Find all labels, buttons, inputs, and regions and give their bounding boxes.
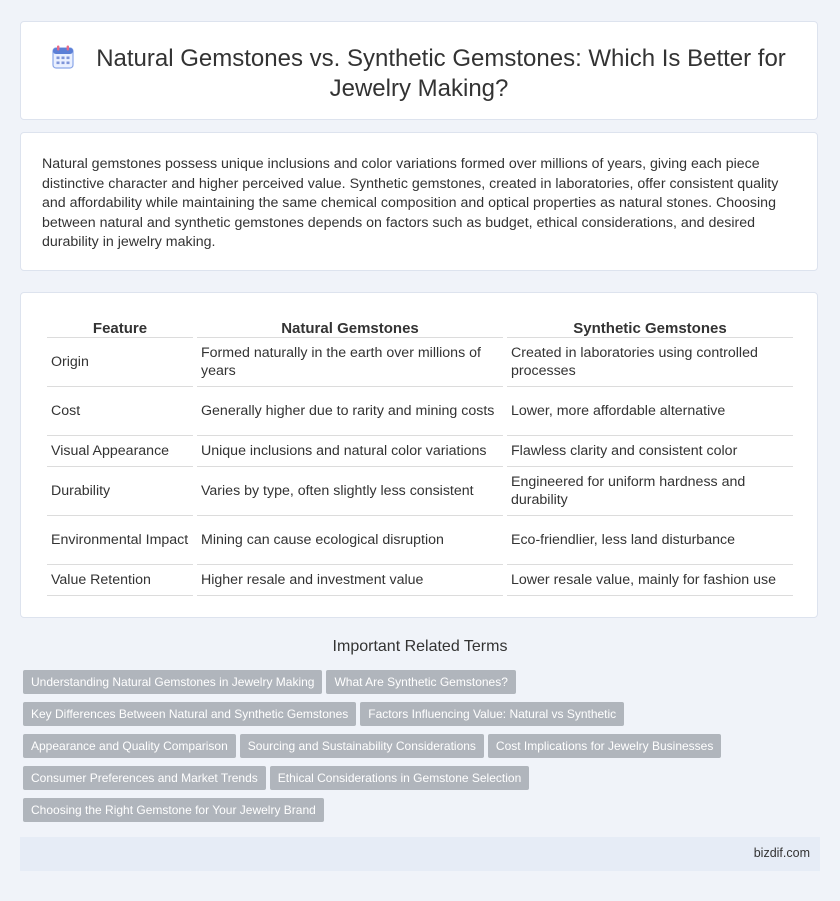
related-term-link[interactable]: Appearance and Quality Comparison (23, 734, 236, 758)
feature-cell: Value Retention (47, 565, 193, 596)
natural-cell: Mining can cause ecological disruption (197, 516, 503, 565)
feature-cell: Visual Appearance (47, 436, 193, 467)
natural-cell: Varies by type, often slightly less consistent (197, 467, 503, 516)
intro-card (20, 132, 818, 271)
related-term-link[interactable]: Sourcing and Sustainability Considerations (240, 734, 484, 758)
related-term-link[interactable]: Ethical Considerations in Gemstone Selection (270, 766, 529, 790)
header-card (20, 21, 818, 120)
synthetic-cell: Lower resale value, mainly for fashion use (507, 565, 793, 596)
synthetic-cell: Created in laboratories using controlled processes (507, 338, 793, 387)
natural-cell: Formed naturally in the earth over millions of years (197, 338, 503, 387)
calendar-icon (52, 45, 74, 69)
related-term-link[interactable]: Key Differences Between Natural and Synthetic Gemstones (23, 702, 356, 726)
natural-cell: Higher resale and investment value (197, 565, 503, 596)
related-terms-heading: Important Related Terms (332, 638, 508, 655)
intro-paragraph: Natural gemstones possess unique inclusions and color variations formed over millions of years, giving each piece distinctive character and higher perceived value. Synthetic gemstones, created in laboratories, offer consistent quality and affordability while maintaining the same chemical composition and optical properties as natural stones. Choosing between natural and synthetic gemstones depends on factors such as budget, ethical considerations, and desired durability in jewelry making. (42, 156, 779, 251)
related-term-link[interactable]: Consumer Preferences and Market Trends (23, 766, 266, 790)
synthetic-cell: Engineered for uniform hardness and durability (507, 467, 793, 516)
table-row (47, 565, 793, 596)
feature-cell: Cost (47, 387, 193, 436)
page-title (21, 44, 817, 104)
feature-cell: Environmental Impact (47, 516, 193, 565)
related-term-link[interactable]: Choosing the Right Gemstone for Your Jewelry Brand (23, 798, 324, 822)
feature-cell: Origin (47, 338, 193, 387)
synthetic-cell: Flawless clarity and consistent color (507, 436, 793, 467)
natural-cell: Unique inclusions and natural color variations (197, 436, 503, 467)
footer (20, 837, 820, 871)
feature-cell: Durability (47, 467, 193, 516)
table-row (47, 436, 793, 467)
header-natural: Natural Gemstones (197, 317, 503, 338)
table-header-row (47, 317, 793, 338)
synthetic-cell: Lower, more affordable alternative (507, 387, 793, 436)
comparison-table-card (20, 292, 818, 618)
header-feature: Feature (47, 317, 193, 338)
table-row (47, 387, 793, 436)
site-credit[interactable]: bizdif.com (753, 846, 810, 860)
comparison-table (43, 317, 797, 596)
header-synthetic: Synthetic Gemstones (507, 317, 793, 338)
related-terms-list (23, 670, 803, 830)
related-term-link[interactable]: Factors Influencing Value: Natural vs Synthetic (360, 702, 624, 726)
table-row (47, 338, 793, 387)
synthetic-cell: Eco-friendlier, less land disturbance (507, 516, 793, 565)
related-term-link[interactable]: What Are Synthetic Gemstones? (326, 670, 515, 694)
table-row (47, 467, 793, 516)
natural-cell: Generally higher due to rarity and mining costs (197, 387, 503, 436)
related-term-link[interactable]: Understanding Natural Gemstones in Jewelry Making (23, 670, 322, 694)
related-term-link[interactable]: Cost Implications for Jewelry Businesses (488, 734, 721, 758)
title-text: Natural Gemstones vs. Synthetic Gemstones: Which Is Better for Jewelry Making? (96, 45, 786, 102)
table-row (47, 516, 793, 565)
